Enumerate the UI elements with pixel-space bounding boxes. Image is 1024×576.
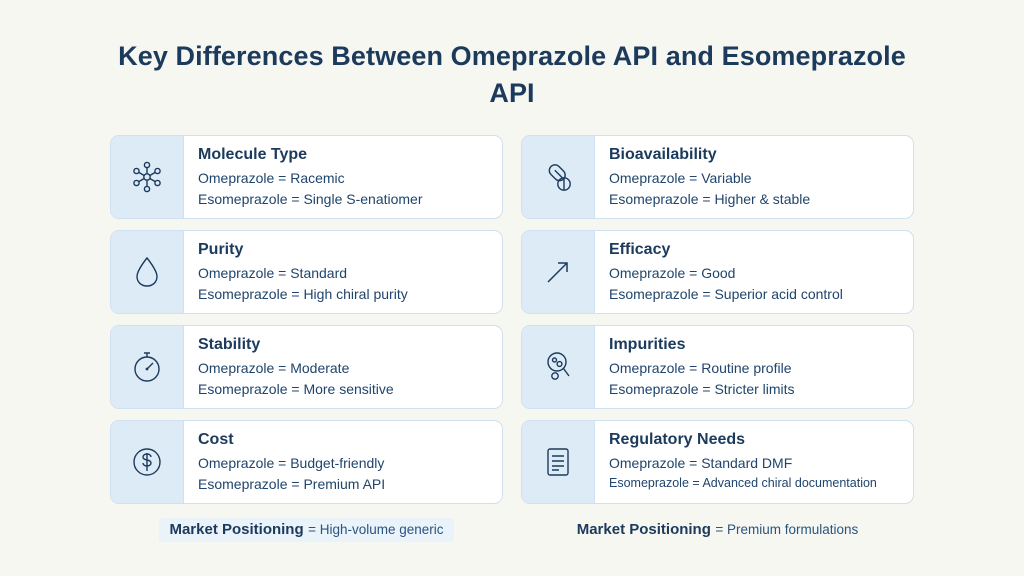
card-title: Efficacy bbox=[609, 240, 671, 258]
document-lines-icon bbox=[522, 421, 595, 503]
card-efficacy bbox=[521, 230, 914, 314]
footer-right bbox=[521, 518, 914, 542]
footer-right-inner bbox=[567, 518, 869, 542]
capsule-pill-icon bbox=[522, 136, 595, 218]
comparison-grid bbox=[110, 135, 914, 504]
card-title: Impurities bbox=[609, 335, 686, 353]
card-body bbox=[184, 421, 502, 503]
card-stability bbox=[110, 325, 503, 409]
card-regulatory-needs bbox=[521, 420, 914, 504]
card-line-1: Omeprazole = Variable bbox=[609, 169, 752, 186]
card-purity bbox=[110, 230, 503, 314]
card-line-1: Omeprazole = Budget-friendly bbox=[198, 454, 385, 471]
card-line-2: Esomeprazole = Advanced chiral documentation bbox=[609, 476, 877, 491]
left-column bbox=[110, 135, 503, 504]
page-title: Key Differences Between Omeprazole API and Esomeprazole API bbox=[118, 41, 906, 109]
footer-left-label: Market Positioning bbox=[169, 520, 304, 538]
card-line-1: Omeprazole = Good bbox=[609, 264, 736, 281]
card-line-1: Omeprazole = Standard bbox=[198, 264, 348, 281]
card-cost bbox=[110, 420, 503, 504]
card-line-1: Omeprazole = Routine profile bbox=[609, 359, 792, 376]
card-body bbox=[595, 231, 913, 313]
card-title: Bioavailability bbox=[609, 145, 717, 163]
card-body bbox=[595, 326, 913, 408]
footer-row bbox=[110, 518, 914, 542]
water-drop-icon bbox=[111, 231, 184, 313]
card-title: Purity bbox=[198, 240, 244, 258]
card-body bbox=[184, 136, 502, 218]
card-line-2: Esomeprazole = Superior acid control bbox=[609, 286, 843, 303]
card-line-2: Esomeprazole = Stricter limits bbox=[609, 381, 795, 398]
footer-right-value: = Premium formulations bbox=[715, 521, 859, 537]
card-body bbox=[595, 421, 913, 503]
card-body bbox=[184, 231, 502, 313]
footer-right-label: Market Positioning bbox=[576, 520, 711, 538]
molecule-icon bbox=[111, 136, 184, 218]
card-line-2: Esomeprazole = Premium API bbox=[198, 476, 386, 493]
card-line-2: Esomeprazole = Single S-enatiomer bbox=[198, 191, 423, 208]
footer-left bbox=[110, 518, 503, 542]
card-line-2: Esomeprazole = High chiral purity bbox=[198, 286, 408, 303]
card-impurities bbox=[521, 325, 914, 409]
footer-left-value: = High-volume generic bbox=[308, 521, 444, 537]
card-line-1: Omeprazole = Racemic bbox=[198, 169, 345, 186]
card-molecule-type bbox=[110, 135, 503, 219]
card-title: Regulatory Needs bbox=[609, 430, 746, 448]
card-title: Molecule Type bbox=[198, 145, 308, 163]
card-body bbox=[595, 136, 913, 218]
stopwatch-icon bbox=[111, 326, 184, 408]
footer-left-inner bbox=[159, 518, 453, 542]
card-line-1: Omeprazole = Standard DMF bbox=[609, 454, 793, 471]
card-title: Stability bbox=[198, 335, 261, 353]
card-title: Cost bbox=[198, 430, 234, 448]
card-line-2: Esomeprazole = More sensitive bbox=[198, 381, 394, 398]
upward-arrow-icon bbox=[522, 231, 595, 313]
card-line-2: Esomeprazole = Higher & stable bbox=[609, 191, 811, 208]
card-line-1: Omeprazole = Moderate bbox=[198, 359, 350, 376]
card-bioavailability bbox=[521, 135, 914, 219]
dollar-coin-icon bbox=[111, 421, 184, 503]
right-column bbox=[521, 135, 914, 504]
magnifier-particles-icon bbox=[522, 326, 595, 408]
card-body bbox=[184, 326, 502, 408]
